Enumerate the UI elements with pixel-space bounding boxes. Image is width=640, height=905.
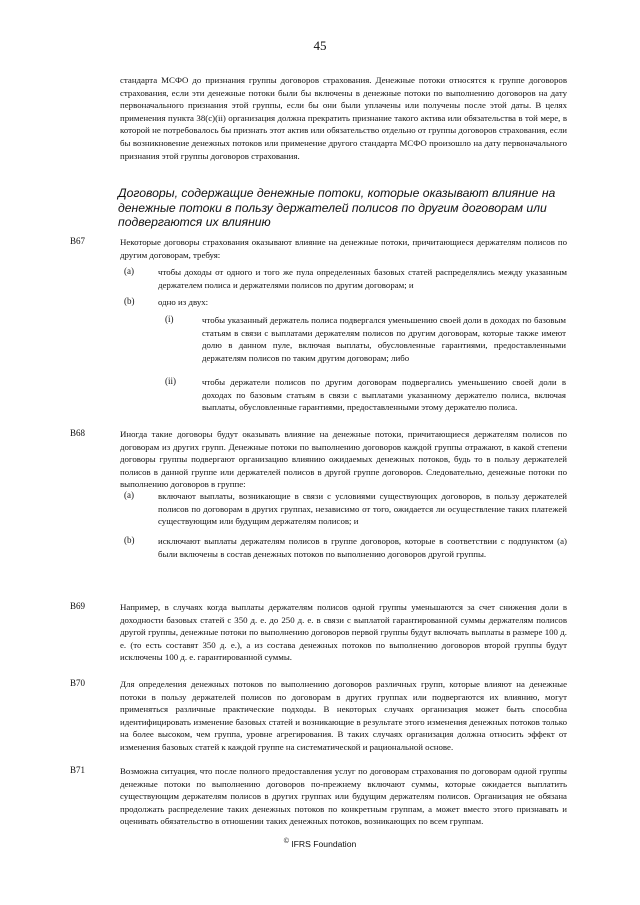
paragraph-text: Некоторые договоры страхования оказывают влияние на денежные потоки, причитающиеся держателям полисов по другим договорам, требуя: xyxy=(120,237,567,260)
subitem-marker: (i) xyxy=(165,314,174,324)
paragraph-text: Для определения денежных потоков по выполнению договоров различных групп, которые влияют на денежные потоки в пользу держателей полисов по договорам в других группах или подвергаются их влиянию, могут применяться различные практические подходы. В некоторых случаях организация может быть способна идентифицировать изменение базовых статей и возникающие в результате этого изменения денежных потоков только на более высоком, чем группа, уровне агрегирования. В таких случаях организация должна относить эффект от изменения базовых статей к каждой группе на систематической и рациональной основе. xyxy=(120,679,567,752)
item-text: чтобы доходы от одного и того же пула определенных базовых статей распределялись между указанным держателем полиса и держателями полисов по другим договорам; и xyxy=(158,267,567,290)
paragraph-id: B71 xyxy=(70,765,86,775)
paragraph-text: Возможна ситуация, что после полного предоставления услуг по договорам страхования по договорам одной группы денежные потоки по выполнению договоров по-прежнему включают суммы, которые ожидается выплатить существующим держателям полисов в других группах или будущим держателям полисов. Организация не обязана продолжать распределение таких денежных потоков по конкретным группам, а может вместо этого признавать и оценивать обязательство в отношении таких денежных потоков, возникающих по всем группам. xyxy=(120,766,567,827)
intro-paragraph: стандарта МСФО до признания группы договоров страхования. Денежные потоки относятся к группе договоров страхования, если эти денежные потоки были бы включены в денежные потоки по выполнению договоров на дату первоначального признания этой группы, если бы они были уплачены или получены после этой даты. В целях применения пункта 38(с)(ii) организация должна прекратить признание такого актива или обязательства в той мере, в которой не потребовалось бы признать этот актив или обязательство отдельно от группы договоров страхования, если бы возникновение денежных потоков или применение другого стандарта МСФО произошло на дату первоначального признания этой группы договоров страхования. xyxy=(120,75,567,161)
section-heading: Договоры, содержащие денежные потоки, которые оказывают влияние на денежные потоки в пользу держателей полисов по другим договорам или подвергаются их влиянию xyxy=(118,186,556,230)
paragraph-id: B67 xyxy=(70,236,86,246)
subitem-text: чтобы держатели полисов по другим договорам подвергались уменьшению своей доли в доходах по базовым статьям в связи с выплатами указанному держателю полиса, включая выплаты, обусловленные гарантиями, предоставленными этому держателю полиса. xyxy=(202,377,566,413)
page-footer xyxy=(0,838,640,849)
paragraph-id: B70 xyxy=(70,678,86,688)
paragraph-id: B69 xyxy=(70,601,86,611)
item-text: включают выплаты, возникающие в связи с условиями существующих договоров, в пользу держателей полисов по договорам в других группах, независимо от того, ожидается ли осуществление таких платежей существующим или будущим держателям полисов; и xyxy=(158,491,567,527)
subitem-marker: (ii) xyxy=(165,376,176,386)
item-marker: (b) xyxy=(124,296,135,306)
footer-text: IFRS Foundation xyxy=(291,838,357,849)
item-marker: (a) xyxy=(124,490,134,500)
paragraph-text: Например, в случаях когда выплаты держателям полисов одной группы уменьшаются за счет снижения доли в доходности базовых статей с 350 д. е. до 250 д. е. в связи с выплатой гарантированной суммы держателям полисов другой группы, денежные потоки по выполнению договоров первой группы будут включать выплаты в размере 100 д. е. (то есть составят 350 д. е.), а из состава денежных потоков по выполнению договоров второй группы будут исключены 100 д. е. гарантированной суммы. xyxy=(120,602,567,663)
page-number: 45 xyxy=(313,38,327,53)
item-text: исключают выплаты держателям полисов в группе договоров, которые в соответствии с подпунктом (a) были включены в состав денежных потоков по выполнению договоров другой группы. xyxy=(158,536,567,559)
item-text: одно из двух: xyxy=(158,297,209,307)
paragraph-text: Иногда такие договоры будут оказывать влияние на денежные потоки, причитающиеся держателям полисов по договорам из других групп. Денежные потоки по выполнению договоров каждой группы отражают, в какой степени договоры группы подвергают организацию влиянию ожидаемых денежных потоков, будь то в пользу держателей полисов в данной группе или держателей полисов в другой группе договоров. Следовательно, денежные потоки по выполнению договоров в группе: xyxy=(120,429,567,490)
item-marker: (a) xyxy=(124,266,134,276)
copyright-symbol: © xyxy=(283,838,289,845)
item-marker: (b) xyxy=(124,535,135,545)
subitem-text: чтобы указанный держатель полиса подвергался уменьшению своей доли в доходах по базовым статьям в связи с выплатами держателям полисов по другим договорам, которые также имеют долю в данном пуле, включая выплаты, обусловленные гарантиями, предоставленными держателям полисов по таким другим договорам; либо xyxy=(202,315,566,363)
paragraph-id: B68 xyxy=(70,428,86,438)
